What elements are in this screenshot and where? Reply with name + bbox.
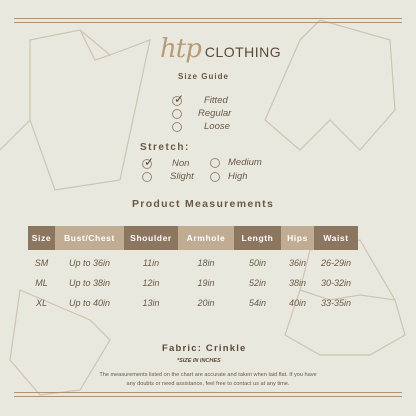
measurements-title: Product Measurements [132, 198, 275, 210]
header-length: Length [234, 226, 281, 250]
table-cell: Up to 38in [68, 278, 111, 288]
fit-option-label: Regular [198, 108, 232, 119]
bottom-divider [14, 392, 402, 393]
logo-mark: htp [160, 34, 201, 64]
header-waist: Waist [314, 226, 358, 250]
table-cell: 19in [197, 278, 215, 288]
header-bust-chest: Bust/Chest [55, 226, 124, 250]
table-cell: 12in [142, 278, 160, 288]
stretch-option-label: Medium [228, 157, 262, 168]
checkmark-icon: ✓ [174, 91, 185, 106]
table-cell: Up to 36in [68, 258, 111, 268]
table-cell: Up to 40in [68, 298, 111, 308]
table-cell: 40in [288, 298, 306, 308]
fabric-label: Fabric: Crinkle [162, 343, 247, 354]
top-divider-inner [14, 22, 402, 23]
radio-checked-icon [172, 91, 185, 106]
brand-logo [160, 34, 281, 64]
table-cell: 54in [248, 298, 266, 308]
table-cell: 36in [288, 258, 306, 268]
stretch-option-slight [142, 171, 194, 182]
table-cell: 11in [142, 258, 160, 268]
table-cell: SM [34, 258, 49, 268]
table-cell: 30-32in [320, 278, 352, 288]
table-cell: 13in [142, 298, 160, 308]
header-hips: Hips [281, 226, 314, 250]
radio-checked-icon [142, 154, 155, 169]
bottom-divider-inner [14, 396, 402, 397]
table-cell: 52in [248, 278, 266, 288]
header-size: Size [28, 226, 55, 250]
table-cell: 20in [197, 298, 215, 308]
table-cell: 33-35in [320, 298, 352, 308]
radio-empty-icon [210, 158, 220, 168]
page-subtitle: Size Guide [178, 72, 229, 81]
stretch-option-label: High [228, 171, 248, 182]
stretch-option-non [142, 154, 190, 169]
top-divider [14, 18, 402, 19]
table-cell: ML [35, 278, 48, 288]
disclaimer-line: any doubts or need assistance, feel free to contact us at any time. [126, 381, 290, 387]
stretch-title: Stretch: [140, 142, 190, 153]
radio-empty-icon [172, 109, 182, 119]
disclaimer-line: The measurements listed on the chart are accurate and taken when laid flat. If you have [99, 372, 317, 378]
fit-option-label: Loose [204, 121, 230, 132]
checkmark-icon: ✓ [144, 154, 155, 169]
stretch-option-high [210, 171, 248, 182]
header-armhole: Armhole [178, 226, 234, 250]
stretch-option-label: Non [172, 158, 190, 169]
header-shoulder: Shoulder [124, 226, 178, 250]
radio-empty-icon [172, 122, 182, 132]
fit-option-loose [172, 121, 230, 132]
radio-empty-icon [142, 172, 152, 182]
table-cell: 26-29in [320, 258, 352, 268]
table-cell: 18in [197, 258, 215, 268]
size-note: *SIZE IN INCHES [177, 358, 221, 364]
table-cell: 38in [288, 278, 306, 288]
table-cell: 50in [248, 258, 266, 268]
stretch-option-label: Slight [170, 171, 194, 182]
disclaimer [60, 371, 356, 389]
logo-word: CLOTHING [204, 44, 282, 60]
fit-option-regular [172, 108, 231, 119]
table-cell: XL [35, 298, 47, 308]
stretch-option-medium [210, 157, 262, 168]
fit-option-fitted [172, 91, 228, 106]
radio-empty-icon [210, 172, 220, 182]
fit-option-label: Fitted [204, 95, 228, 106]
